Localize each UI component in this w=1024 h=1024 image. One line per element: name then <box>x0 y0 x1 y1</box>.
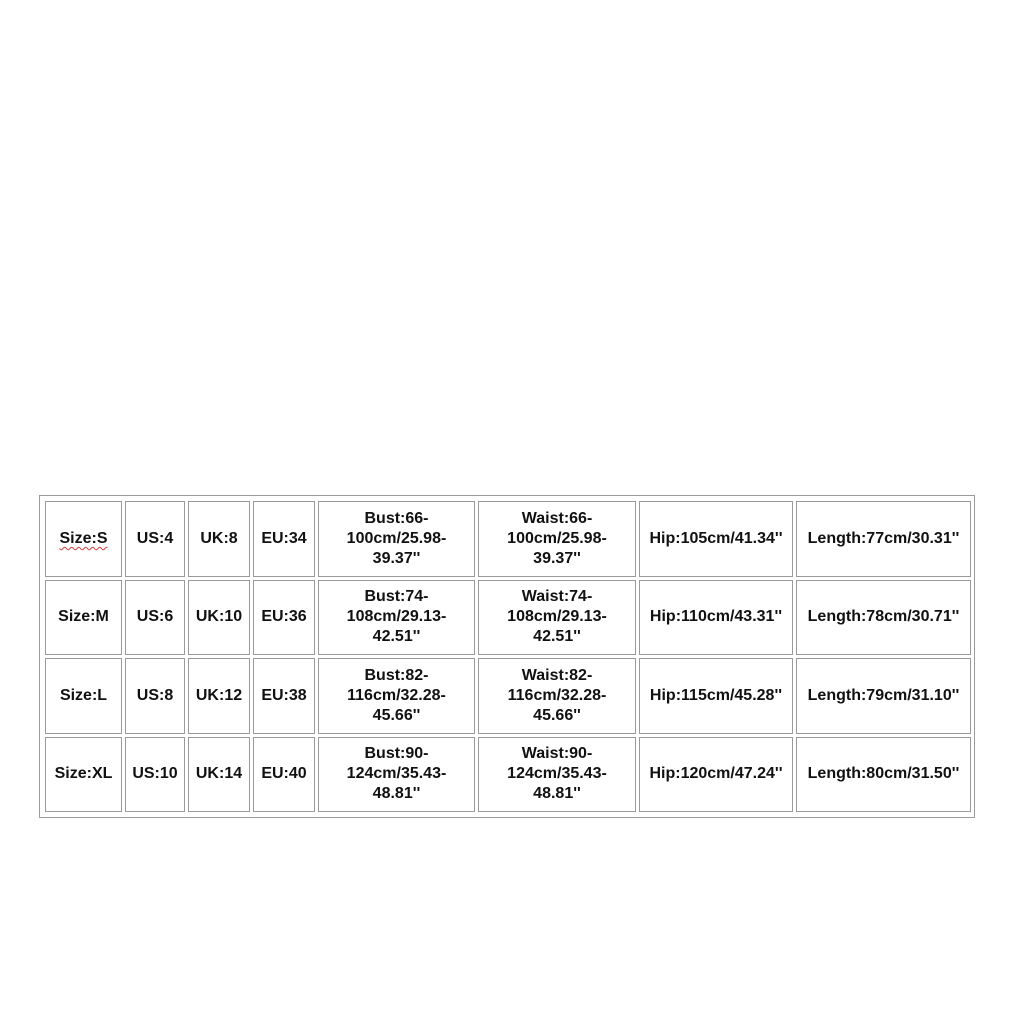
length-cell: Length:79cm/31.10'' <box>796 658 971 734</box>
bust-line: 48.81'' <box>372 785 421 803</box>
waist-line: 116cm/32.28- <box>507 686 607 704</box>
size-cell: Size:M <box>45 580 122 656</box>
waist-line: 124cm/35.43- <box>507 765 607 783</box>
hip-cell: Hip:110cm/43.31'' <box>639 580 793 656</box>
us-size-cell: US:10 <box>125 737 185 813</box>
eu-size-cell: EU:38 <box>253 658 315 734</box>
waist-cell <box>478 501 636 577</box>
waist-line: Waist:82- <box>521 666 593 684</box>
waist-line: 39.37'' <box>533 549 581 567</box>
waist-line: Waist:66- <box>521 509 593 527</box>
waist-line: 45.66'' <box>533 706 581 724</box>
us-size-cell: US:6 <box>125 580 185 656</box>
table-row <box>45 658 971 734</box>
waist-line: 42.51'' <box>533 628 581 646</box>
hip-cell: Hip:105cm/41.34'' <box>639 501 793 577</box>
waist-line: Waist:90- <box>521 745 593 763</box>
table-row <box>45 580 971 656</box>
length-cell: Length:80cm/31.50'' <box>796 737 971 813</box>
us-size-cell: US:8 <box>125 658 185 734</box>
us-size-cell: US:4 <box>125 501 185 577</box>
size-cell: Size:XL <box>45 737 122 813</box>
bust-cell <box>318 501 475 577</box>
waist-cell <box>478 658 636 734</box>
waist-line: Waist:74- <box>521 588 593 606</box>
bust-line: 124cm/35.43- <box>346 765 447 783</box>
uk-size-cell: UK:14 <box>188 737 250 813</box>
size-cell <box>45 501 122 577</box>
size-chart <box>39 495 975 818</box>
length-cell: Length:77cm/30.31'' <box>796 501 971 577</box>
waist-line: 100cm/25.98- <box>507 529 607 547</box>
bust-line: 100cm/25.98- <box>346 529 447 547</box>
uk-size-cell: UK:12 <box>188 658 250 734</box>
bust-cell <box>318 580 475 656</box>
bust-cell <box>318 658 475 734</box>
waist-line: 48.81'' <box>533 785 581 803</box>
bust-line: 116cm/32.28- <box>347 686 446 704</box>
bust-line: 39.37'' <box>372 549 421 567</box>
waist-line: 108cm/29.13- <box>507 608 607 626</box>
bust-line: Bust:90- <box>364 745 429 763</box>
bust-line: Bust:74- <box>364 588 429 606</box>
eu-size-cell: EU:36 <box>253 580 315 656</box>
uk-size-cell: UK:10 <box>188 580 250 656</box>
size-cell: Size:L <box>45 658 122 734</box>
length-cell: Length:78cm/30.71'' <box>796 580 971 656</box>
hip-cell: Hip:115cm/45.28'' <box>639 658 793 734</box>
bust-cell <box>318 737 475 813</box>
uk-size-cell: UK:8 <box>188 501 250 577</box>
table-row <box>45 737 971 813</box>
size-label: Size:S <box>59 529 108 547</box>
bust-line: Bust:82- <box>364 666 429 684</box>
table-row <box>45 501 971 577</box>
size-chart-table <box>42 498 974 815</box>
bust-line: 42.51'' <box>372 628 421 646</box>
hip-cell: Hip:120cm/47.24'' <box>639 737 793 813</box>
eu-size-cell: EU:34 <box>253 501 315 577</box>
eu-size-cell: EU:40 <box>253 737 315 813</box>
bust-line: 108cm/29.13- <box>346 608 447 626</box>
waist-cell <box>478 580 636 656</box>
bust-line: Bust:66- <box>364 509 429 527</box>
bust-line: 45.66'' <box>372 706 421 724</box>
waist-cell <box>478 737 636 813</box>
